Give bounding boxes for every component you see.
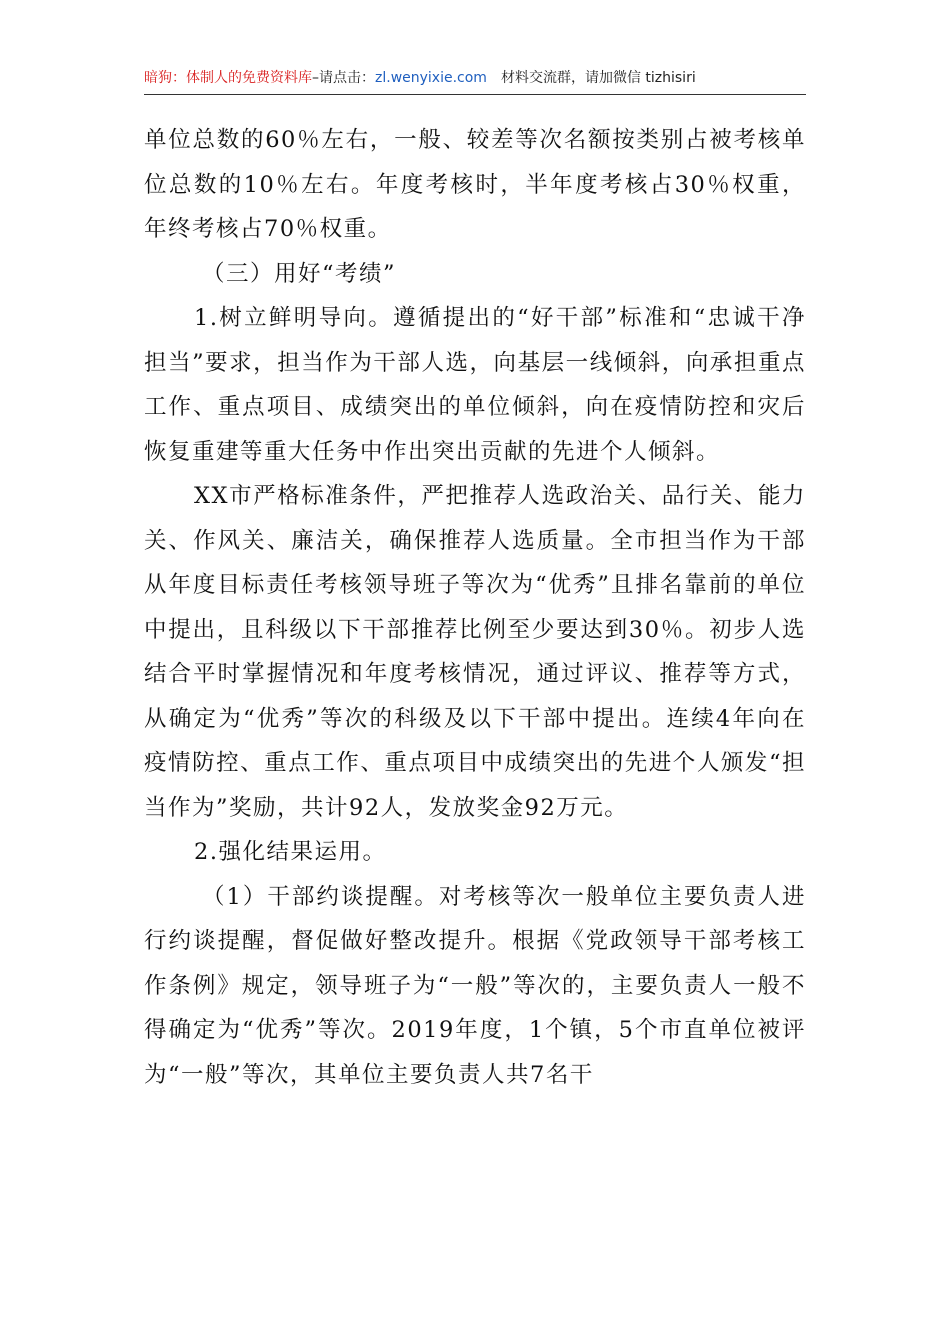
paragraph-city-practice: XX市严格标准条件，严把推荐人选政治关、品行关、能力关、作风关、廉洁关，确保推荐人选质量。全市担当作为干部从年度目标责任考核领导班子等次为“优秀”且排名靠前的单位中提出，且科级以下干部推荐比例至少要达到30％。初步人选结合平时掌握情况和年度考核情况，通过评议、推荐等方式，从确定为“优秀”等次的科级及以下干部中提出。连续4年向在疫情防控、重点工作、重点项目中成绩突出的先进个人颁发“担当作为”奖励，共计92人，发放奖金92万元。 (144, 483, 806, 821)
paragraph-guidance: 1.树立鲜明导向。遵循提出的“好干部”标准和“忠诚干净担当”要求，担当作为干部人选，向基层一线倾斜，向承担重点工作、重点项目、成绩突出的单位倾斜，向在疫情防控和灾后恢复重建等重大任务中作出突出贡献的先进个人倾斜。 (144, 305, 806, 465)
header-link[interactable]: zl.wenyixie.com (375, 70, 487, 86)
section-heading: （三）用好“考绩” (202, 260, 397, 287)
paragraph-continued: 单位总数的60％左右，一般、较差等次名额按类别占被考核单位总数的10％左右。年度考核时，半年度考核占30％权重，年终考核占70％权重。 (144, 127, 806, 242)
paragraph-reminder: （1）干部约谈提醒。对考核等次一般单位主要负责人进行约谈提醒，督促做好整改提升。根据《党政领导干部考核工作条例》规定，领导班子为“一般”等次的，主要负责人一般不得确定为“优秀”等次。2019年度，1个镇，5个市直单位被评为“一般”等次，其单位主要负责人共7名干 (144, 883, 806, 1088)
subheading-results: 2.强化结果运用。 (194, 839, 387, 865)
page-header (144, 68, 806, 95)
header-contact: 材料交流群，请加微信 tizhisiri (500, 70, 696, 86)
document-body (144, 118, 806, 1097)
header-brand: 暗狗：体制人的免费资料库 (144, 70, 312, 86)
header-link-prefix: –请点击： (312, 70, 375, 86)
